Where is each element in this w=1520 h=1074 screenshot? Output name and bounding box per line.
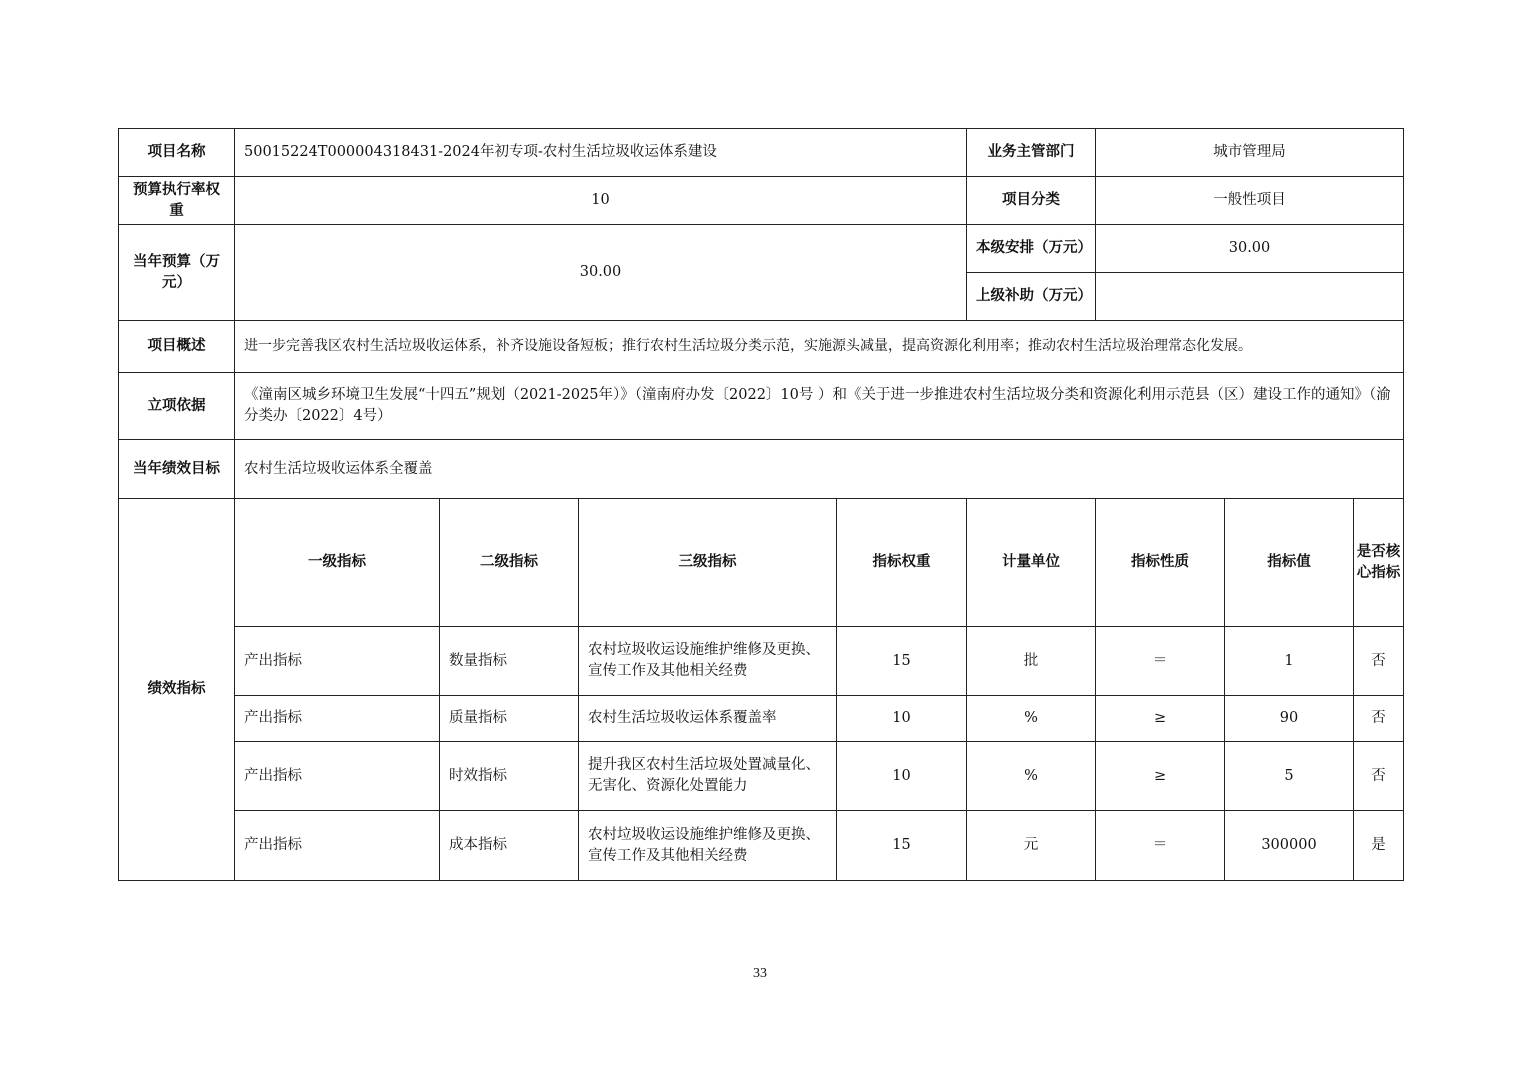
project-name-value: 50015224T000004318431-2024年初专项-农村生活垃圾收运体系建设 <box>235 129 967 177</box>
nature-cell: ≥ <box>1096 696 1225 742</box>
local-label: 本级安排（万元） <box>967 225 1096 273</box>
row-project-name <box>119 129 1404 177</box>
level3-cell: 提升我区农村生活垃圾处置减量化、无害化、资源化处置能力 <box>579 742 837 811</box>
basis-label: 立项依据 <box>119 373 235 440</box>
value-cell: 1 <box>1225 627 1354 696</box>
row-goal <box>119 440 1404 499</box>
weight-cell: 10 <box>837 742 967 811</box>
value-cell: 5 <box>1225 742 1354 811</box>
exec-weight-label: 预算执行率权重 <box>119 177 235 225</box>
unit-cell: % <box>967 696 1096 742</box>
header-value: 指标值 <box>1225 499 1354 627</box>
core-cell: 是 <box>1354 811 1404 881</box>
core-cell: 否 <box>1354 742 1404 811</box>
level1-cell: 产出指标 <box>235 627 440 696</box>
weight-cell: 15 <box>837 811 967 881</box>
level2-cell: 数量指标 <box>440 627 579 696</box>
header-unit: 计量单位 <box>967 499 1096 627</box>
row-overview <box>119 321 1404 373</box>
goal-value: 农村生活垃圾收运体系全覆盖 <box>235 440 1404 499</box>
row-basis <box>119 373 1404 440</box>
nature-cell: ＝ <box>1096 627 1225 696</box>
unit-cell: 元 <box>967 811 1096 881</box>
indicator-row <box>119 696 1404 742</box>
header-nature: 指标性质 <box>1096 499 1225 627</box>
overview-label: 项目概述 <box>119 321 235 373</box>
superior-label: 上级补助（万元） <box>967 273 1096 321</box>
project-performance-table <box>118 128 1404 881</box>
unit-cell: % <box>967 742 1096 811</box>
header-weight: 指标权重 <box>837 499 967 627</box>
budget-label: 当年预算（万元） <box>119 225 235 321</box>
level2-cell: 质量指标 <box>440 696 579 742</box>
row-exec-weight <box>119 177 1404 225</box>
header-level1: 一级指标 <box>235 499 440 627</box>
indicators-section-label: 绩效指标 <box>119 499 235 881</box>
local-value: 30.00 <box>1096 225 1404 273</box>
category-label: 项目分类 <box>967 177 1096 225</box>
goal-label: 当年绩效目标 <box>119 440 235 499</box>
level1-cell: 产出指标 <box>235 811 440 881</box>
indicator-row <box>119 627 1404 696</box>
page-number: 33 <box>753 966 767 981</box>
overview-value: 进一步完善我区农村生活垃圾收运体系，补齐设施设备短板；推行农村生活垃圾分类示范，实施源头减量，提高资源化利用率；推动农村生活垃圾治理常态化发展。 <box>235 321 1404 373</box>
indicator-row <box>119 742 1404 811</box>
level3-cell: 农村垃圾收运设施维护维修及更换、宣传工作及其他相关经费 <box>579 811 837 881</box>
superior-value <box>1096 273 1404 321</box>
header-level2: 二级指标 <box>440 499 579 627</box>
core-cell: 否 <box>1354 627 1404 696</box>
category-value: 一般性项目 <box>1096 177 1404 225</box>
indicator-row <box>119 811 1404 881</box>
value-cell: 90 <box>1225 696 1354 742</box>
nature-cell: ≥ <box>1096 742 1225 811</box>
dept-value: 城市管理局 <box>1096 129 1404 177</box>
weight-cell: 15 <box>837 627 967 696</box>
indicator-header-row <box>119 499 1404 627</box>
core-cell: 否 <box>1354 696 1404 742</box>
header-level3: 三级指标 <box>579 499 837 627</box>
level2-cell: 成本指标 <box>440 811 579 881</box>
level1-cell: 产出指标 <box>235 696 440 742</box>
budget-value: 30.00 <box>235 225 967 321</box>
exec-weight-value: 10 <box>235 177 967 225</box>
header-core: 是否核心指标 <box>1354 499 1404 627</box>
dept-label: 业务主管部门 <box>967 129 1096 177</box>
value-cell: 300000 <box>1225 811 1354 881</box>
unit-cell: 批 <box>967 627 1096 696</box>
weight-cell: 10 <box>837 696 967 742</box>
level2-cell: 时效指标 <box>440 742 579 811</box>
level3-cell: 农村垃圾收运设施维护维修及更换、宣传工作及其他相关经费 <box>579 627 837 696</box>
basis-value: 《潼南区城乡环境卫生发展“十四五”规划（2021-2025年）》（潼南府办发〔2022〕10号 ）和《关于进一步推进农村生活垃圾分类和资源化利用示范县（区）建设工作的通知》（渝分类办〔2022〕4号） <box>235 373 1404 440</box>
level1-cell: 产出指标 <box>235 742 440 811</box>
nature-cell: ＝ <box>1096 811 1225 881</box>
level3-cell: 农村生活垃圾收运体系覆盖率 <box>579 696 837 742</box>
project-name-label: 项目名称 <box>119 129 235 177</box>
row-budget <box>119 225 1404 273</box>
